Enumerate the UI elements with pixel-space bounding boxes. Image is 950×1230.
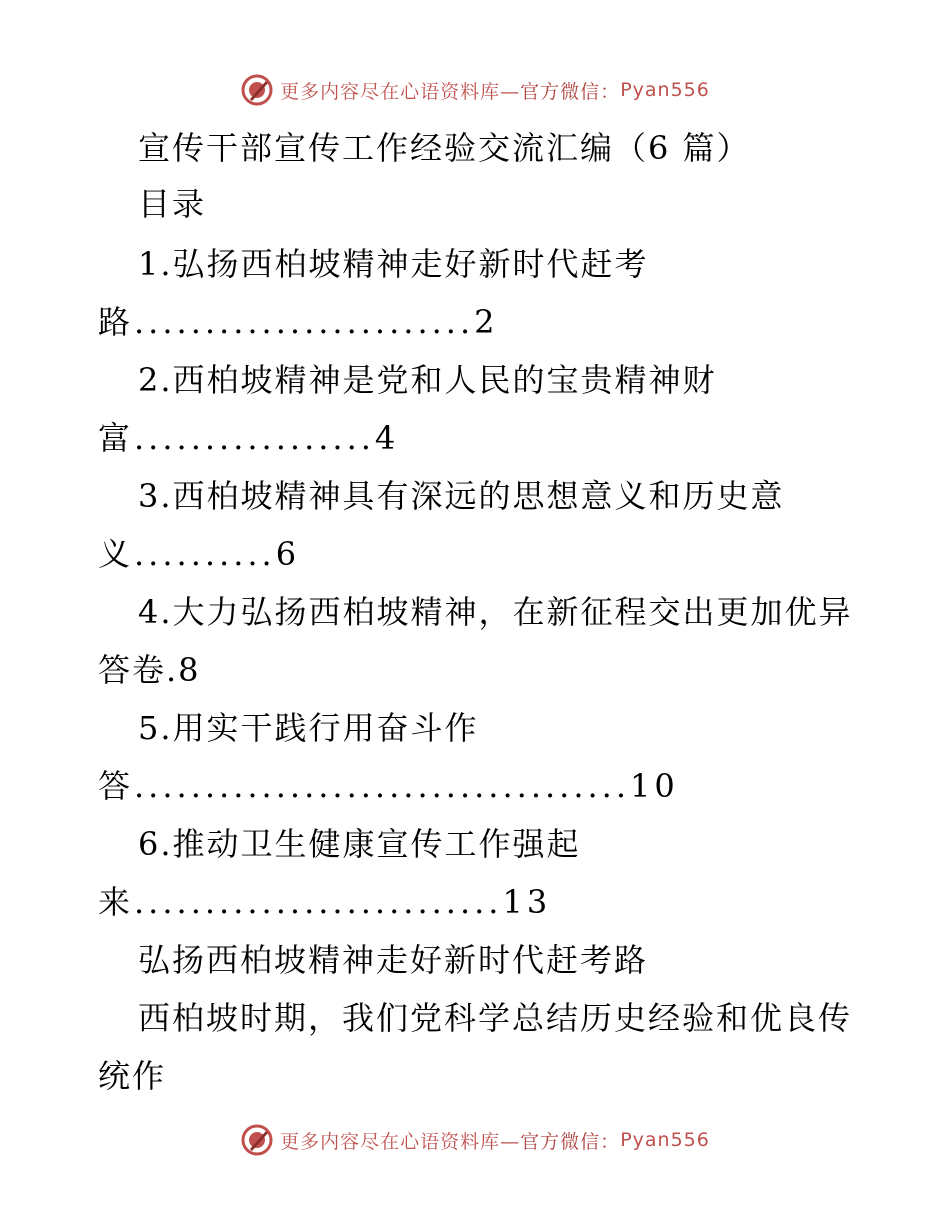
toc-item-4-page[interactable]: 答卷.8 bbox=[98, 651, 201, 689]
banner-wechat-label: 官方微信： bbox=[520, 80, 621, 103]
body-paragraph-line-1: 西柏坡时期，我们党科学总结历史经验和优良传 bbox=[138, 999, 853, 1037]
banner-wechat-id: Pyan556 bbox=[620, 1129, 710, 1151]
banner-brand-text: 更多内容尽在心语资料库— bbox=[280, 80, 521, 103]
body-paragraph-line-2: 统作 bbox=[98, 1057, 167, 1095]
toc-item-3-page[interactable]: 义..........6 bbox=[98, 535, 301, 573]
pen-logo-icon bbox=[240, 1123, 274, 1157]
toc-item-6[interactable]: 6.推动卫生健康宣传工作强起 bbox=[138, 825, 581, 863]
pen-logo-icon bbox=[240, 73, 274, 107]
toc-item-1[interactable]: 1.弘扬西柏坡精神走好新时代赶考 bbox=[138, 245, 649, 283]
banner-wechat-label: 官方微信： bbox=[520, 1130, 621, 1153]
toc-item-5[interactable]: 5.用实干践行用奋斗作 bbox=[138, 709, 479, 747]
banner-wechat-id: Pyan556 bbox=[620, 79, 710, 101]
footer-banner bbox=[0, 1120, 950, 1160]
toc-item-6-page[interactable]: 来..........................13 bbox=[98, 883, 552, 921]
toc-item-2[interactable]: 2.西柏坡精神是党和人民的宝贵精神财 bbox=[138, 361, 717, 399]
toc-item-5-page[interactable]: 答...................................10 bbox=[98, 767, 679, 805]
toc-item-2-page[interactable]: 富.................4 bbox=[98, 419, 400, 457]
toc-item-4[interactable]: 4.大力弘扬西柏坡精神，在新征程交出更加优异 bbox=[138, 593, 853, 631]
header-banner bbox=[0, 70, 950, 110]
toc-item-1-page[interactable]: 路........................2 bbox=[98, 303, 499, 341]
section-title: 弘扬西柏坡精神走好新时代赶考路 bbox=[138, 941, 649, 979]
toc-item-3[interactable]: 3.西柏坡精神具有深远的思想意义和历史意 bbox=[138, 477, 785, 515]
banner-brand-text: 更多内容尽在心语资料库— bbox=[280, 1130, 521, 1153]
toc-heading: 目录 bbox=[138, 185, 207, 223]
document-title: 宣传干部宣传工作经验交流汇编（6 篇） bbox=[138, 129, 751, 167]
